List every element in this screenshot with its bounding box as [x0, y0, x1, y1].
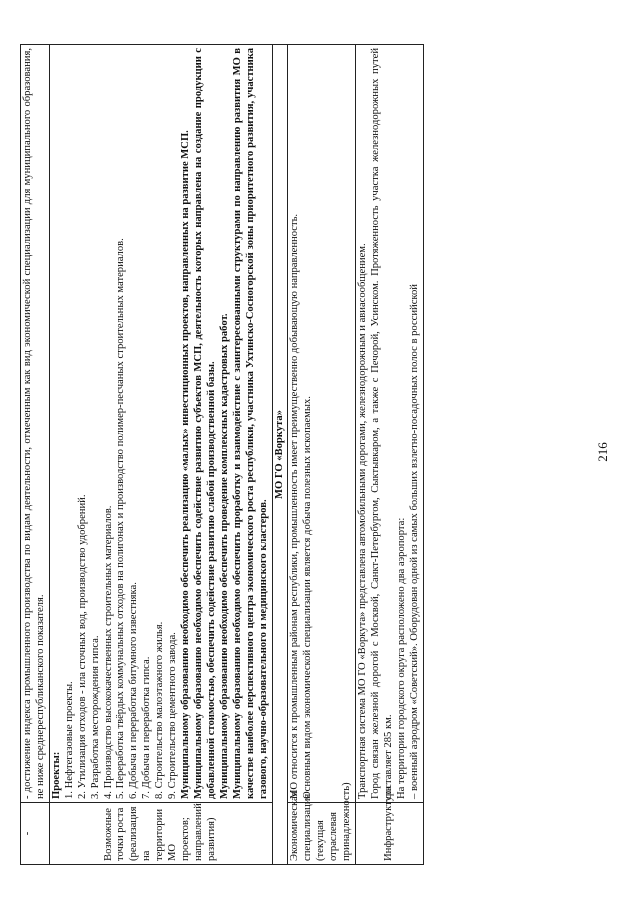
- infra-paragraph: Город связан железной дорогой с Москвой, Санкт-Петербургом, Сыктывкаром, а также с Печорой, Усинском. Протяженность участка железнодорожных путей составляет 285 км.: [369, 48, 394, 799]
- top-dash-cell: -: [21, 803, 50, 865]
- infra-paragraph: Транспортная система МО ГО «Воркута» представлена автомобильными дорогами, железнодорожным и авиасообщением.: [357, 243, 369, 799]
- projects-title: Проекты:: [50, 751, 62, 799]
- project-item: 6. Добыча и переработка битумного известняка.: [128, 582, 140, 799]
- spec-paragraph: МО относится к промышленным районам республики, промышленность имеет преимущественно добывающую направленность.: [289, 213, 301, 799]
- project-item: 2. Утилизация отходов - ила сточных вод, производство удобрений.: [76, 494, 88, 799]
- project-item: 3. Разработка месторождения гипса.: [89, 635, 101, 799]
- table-row-top: [21, 45, 50, 865]
- table-row-growth: [49, 45, 272, 865]
- bold-paragraph: Муниципальному образованию необходимо обеспечить содействие развитию субъектов МСП, деятельность которых направлена на создание продукции с добавленной стоимостью, обеспечить содействие развитию слабой производственной базы.: [192, 48, 217, 799]
- page-number: 216: [595, 442, 610, 462]
- project-item: 5. Переработка твёрдых коммунальных отходов на полигонах и производство полимер-песчаных строительных материалов.: [115, 238, 127, 799]
- spec-content-cell: [288, 45, 356, 803]
- table-row-section-title: [272, 45, 288, 865]
- spec-label-cell: [288, 782, 356, 865]
- spec-label: Экономическая специализация (текущая отраслевая принадлежность): [289, 782, 353, 861]
- bold-paragraph: Муниципальному образованию необходимо обеспечить проведение комплексных кадастровых работ.: [218, 313, 230, 799]
- table-row-infra: [356, 45, 424, 865]
- infra-label-cell: [356, 786, 424, 865]
- infra-paragraph: – военный аэродром «Советский». Оборудован одной из самых больших взлетно-посадочных полос в российской: [408, 284, 420, 799]
- infra-label: Инфраструктура: [382, 786, 394, 861]
- infra-paragraph: На территории городского округа расположено два аэропорта:: [395, 517, 407, 799]
- project-item: 7. Добыча и переработка гипса.: [141, 656, 153, 799]
- table-row-spec: [288, 45, 356, 865]
- project-item: 1. Нефтегазовые проекты.: [63, 681, 75, 799]
- growth-label: Возможные точки роста (реализация на территории МО проектов; направлений развития): [102, 803, 217, 861]
- project-item: 9. Строительство цементного завода.: [167, 632, 179, 799]
- spec-paragraph: Основным видом экономической специализации является добыча полезных ископаемых.: [302, 396, 314, 799]
- growth-label-cell: [49, 803, 272, 865]
- bold-paragraph: Муниципальному образованию необходимо обеспечить реализацию «малых» инвестиционных проектов, направленных на развитие МСП.: [180, 130, 192, 799]
- project-item: 4. Производство высококачественных строительных материалов.: [102, 505, 114, 799]
- rotated-page: [20, 45, 580, 865]
- infra-content-cell: [356, 45, 424, 803]
- growth-content-cell: [49, 45, 272, 803]
- project-item: 8. Строительство малоэтажного жилья.: [154, 621, 166, 799]
- document-table: [20, 44, 424, 865]
- section-title: МО ГО «Воркута»: [272, 45, 288, 865]
- bold-paragraph: Муниципальному образованию необходимо обеспечить проработку и взаимодействие с заинтересованными структурами по направлению развития МО в качестве наиболее перспективного центра экономического роста республики, участника Ухтинско-Сосногорской зоны приоритетного развития, участника газового, научно-образовательного и медицинского кластеров.: [231, 48, 269, 799]
- top-text-cell: - достижение индекса промышленного производства по видам деятельности, отмеченным как вид экономической специализации для муниципального образования, не ниже среднереспубликанского показателя.: [21, 45, 50, 803]
